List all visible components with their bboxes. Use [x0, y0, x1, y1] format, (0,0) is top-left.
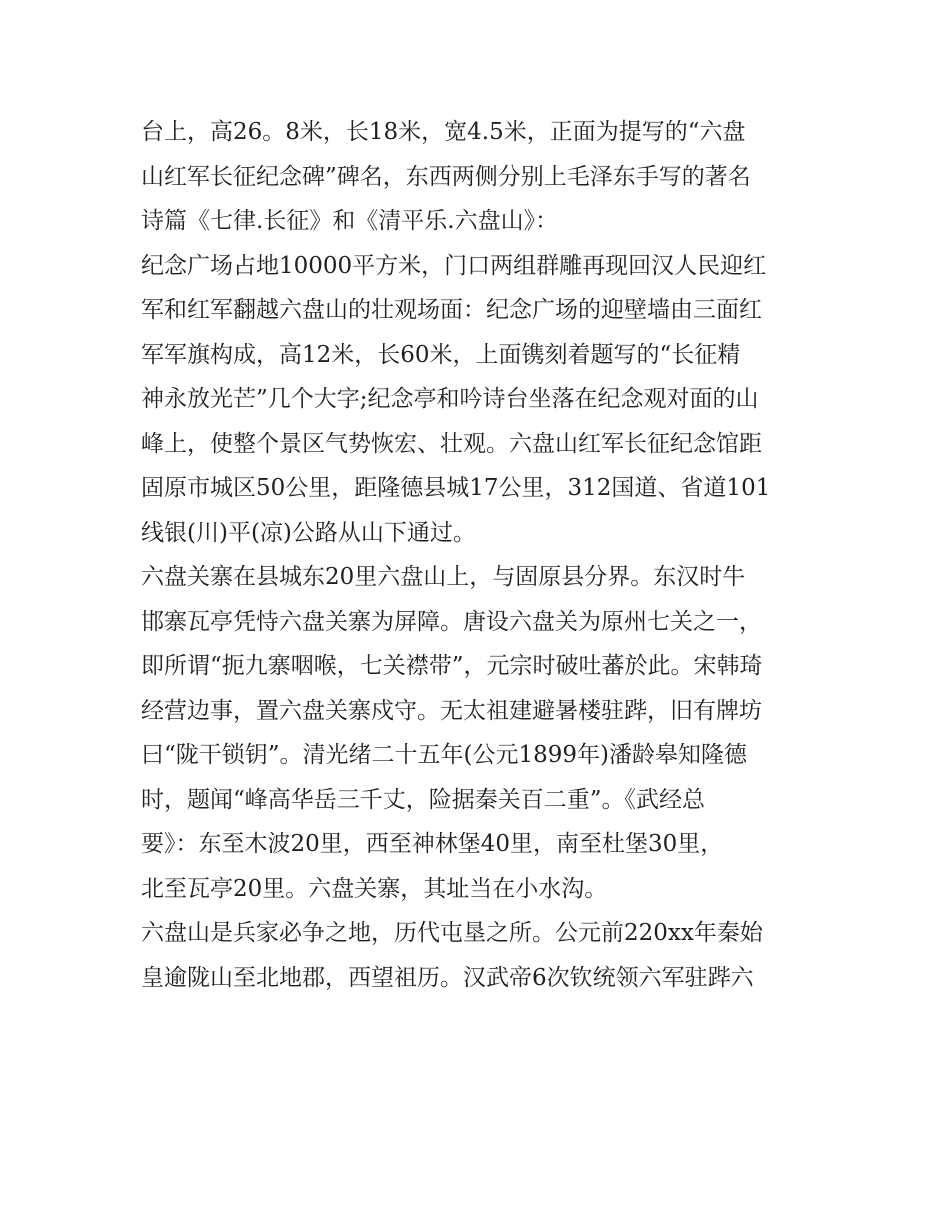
text-line: 六盘关寨在县城东20里六盘山上，与固原县分界。东汉时牛	[141, 564, 746, 590]
text-line: 皇逾陇山至北地郡，西望祖历。汉武帝6次钦统领六军驻跸六	[141, 964, 754, 991]
text-line: 军和红军翻越六盘山的壮观场面：纪念广场的迎壁墙由三面红	[141, 297, 762, 323]
document-body	[141, 110, 821, 1000]
text-line: 即所谓“扼九寨咽喉，七关襟带”，元宗时破吐蕃於此。宋韩琦	[141, 653, 763, 679]
text-line: 邯寨瓦亭凭恃六盘关寨为屏障。唐设六盘关为原州七关之一，	[141, 608, 762, 635]
text-line: 纪念广场占地10000平方米，门口两组群雕再现回汉人民迎红	[141, 252, 767, 279]
text-line: 诗篇《七律.长征》和《清平乐.六盘山》：	[141, 208, 559, 234]
text-line: 经营边事，置六盘关寨戍守。无太祖建避暑楼驻跸，旧有牌坊	[141, 697, 762, 724]
text-line: 峰上，使整个景区气势恢宏、壮观。六盘山红军长征纪念馆距	[141, 430, 762, 457]
text-line: 要》：东至木波20里，西至神林堡40里，南至杜堡30里，	[141, 831, 724, 857]
text-line: 固原市城区50公里，距隆德县城17公里，312国道、省道101	[141, 475, 771, 501]
text-line: 曰“陇干锁钥”。清光绪二十五年(公元1899年)潘龄皋知隆德	[141, 742, 747, 768]
text-line: 线银(川)平(凉)公路从山下通过。	[141, 519, 476, 546]
text-line: 时，题闻“峰高华岳三千丈，险据秦关百二重”。《武经总	[141, 786, 706, 813]
text-line: 北至瓦亭20里。六盘关寨，其址当在小水沟。	[141, 875, 608, 902]
text-line: 六盘山是兵家必争之地，历代屯垦之所。公元前220xx年秦始	[141, 920, 763, 946]
text-line: 台上，高26。8米，长18米，宽4.5米，正面为提写的“六盘	[141, 119, 746, 145]
text-line: 军军旗构成，高12米，长60米，上面镌刻着题写的“长征精	[141, 341, 741, 368]
text-line: 神永放光芒”几个大字;纪念亭和吟诗台坐落在纪念观对面的山	[141, 386, 759, 412]
text-line: 山红军长征纪念碑”碑名，东西两侧分别上毛泽东手写的著名	[141, 163, 751, 190]
